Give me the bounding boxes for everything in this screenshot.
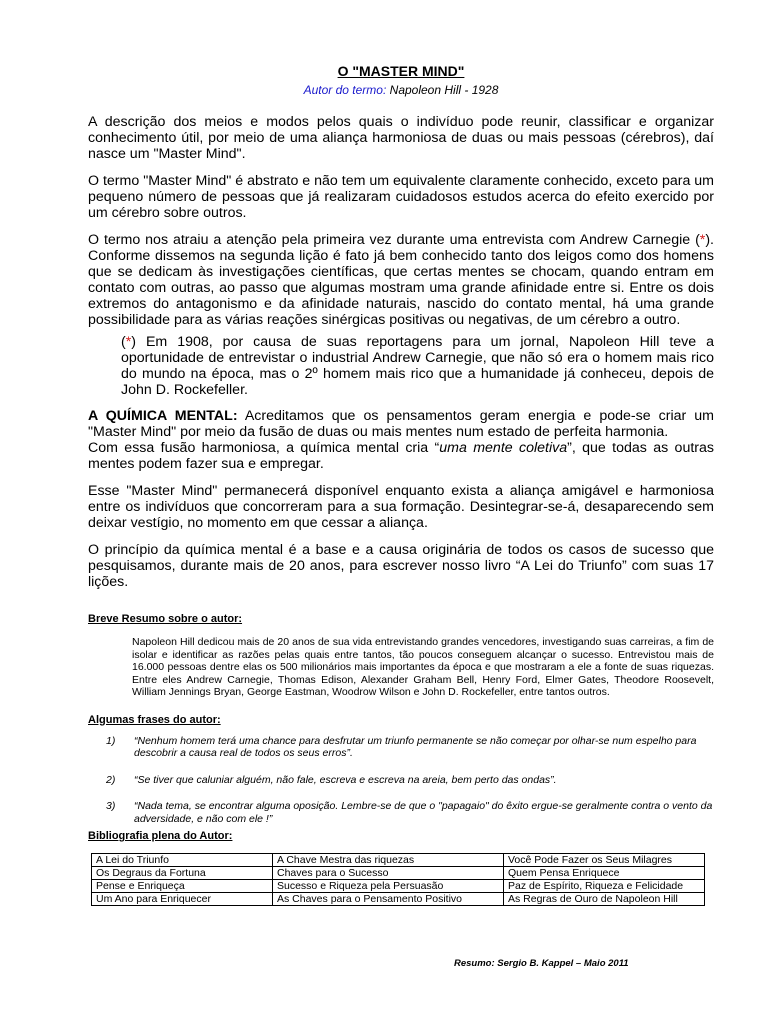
quimica-mental-paragraph (88, 408, 714, 440)
table-cell: As Chaves para o Pensamento Positivo (273, 893, 504, 906)
paragraph-5-italic: uma mente coletiva (439, 440, 568, 456)
document-title: O "MASTER MIND" (337, 63, 465, 79)
resumo-heading: Breve Resumo sobre o autor: (88, 613, 243, 625)
table-cell: Pense e Enriqueça (92, 880, 273, 893)
footnote-open-paren: ( (121, 334, 126, 350)
paragraph-2: O termo "Master Mind" é abstrato e não tem um equivalente claramente conhecido, exceto para um pequeno número de pessoas que já realizaram cuidadosos estudos acerca do efeito exercido por um cérebro sobre outros. (88, 173, 714, 221)
paragraph-7: O princípio da química mental é a base e a causa originária de todos os casos de sucesso que pesquisamos, durante mais de 20 anos, para escrever nosso livro “A Lei do Triunfo” com suas 17 lições. (88, 542, 714, 590)
table-cell: Paz de Espírito, Riqueza e Felicidade (504, 880, 705, 893)
table-row (92, 880, 705, 893)
quimica-mental-title: A QUÍMICA MENTAL: (88, 408, 238, 424)
quote-number: 2) (106, 773, 116, 786)
table-cell: Sucesso e Riqueza pela Persuasão (273, 880, 504, 893)
table-cell: A Lei do Triunfo (92, 854, 273, 867)
table-cell: Você Pode Fazer os Seus Milagres (504, 854, 705, 867)
quote-number: 1) (106, 734, 116, 747)
table-cell: As Regras de Ouro de Napoleon Hill (504, 893, 705, 906)
paragraph-3 (88, 232, 714, 328)
footnote (121, 334, 714, 398)
bibliography-table (91, 853, 705, 906)
quimica-mental-text: Acreditamos que os pensamentos geram energia e pode-se criar um "Master Mind" por meio da fusão de duas ou mais mentes num estado de perfeita harmonia. (88, 408, 714, 440)
quote-text: “Se tiver que caluniar alguém, não fale, escreva e escreva na areia, bem perto das ondas”. (134, 773, 557, 786)
quote-text: “Nada tema, se encontrar alguma oposição. Lembre-se de que o "papagaio" do êxito ergue-se geralmente contra o vento da adversidade, e não com ele !” (134, 800, 713, 825)
resumo-text: Napoleon Hill dedicou mais de 20 anos de sua vida entrevistando grandes vencedores, investigando suas carreiras, a fim de isolar e identificar as razões pelas quais entre tantos, tão poucos conseguem alcançar o sucesso. Entrevistou mais de 16.000 pessoas dentre elas os 500 milionários mais importantes da época e que mostraram a ele a fonte de suas riquezas. Entre eles Andrew Carnegie, Thomas Edison, Alexander Graham Bell, Henry Ford, Elmer Gates, Theodore Roosevelt, William Jennings Bryan, George Eastman, Woodrow Wilson e John D. Rockefeller, entre tantos outros. (132, 636, 714, 698)
frases-heading: Algumas frases do autor: (88, 713, 221, 726)
quote-item (88, 774, 714, 787)
paragraph-6: Esse "Master Mind" permanecerá disponível enquanto exista a aliança amigável e harmoniosa entre os indivíduos que concorreram para a sua formação. Desintegrar-se-á, desaparecendo sem deixar vestígio, no momento em que cessar a aliança. (88, 483, 714, 531)
paragraph-5 (88, 440, 714, 472)
quote-item (88, 800, 714, 825)
table-cell: Um Ano para Enriquecer (92, 893, 273, 906)
paragraph-3-part-a: O termo nos atraiu a atenção pela primeira vez durante uma entrevista com Andrew Carnegie ( (88, 232, 700, 248)
quotes-list (88, 735, 714, 826)
table-row (92, 893, 705, 906)
paragraph-3-part-b: ). Conforme dissemos na segunda lição é fato já bem conhecido tanto dos leigos como dos homens que se dedicam às investigações científicas, que certas mentes se chocam, quando entram em contato com outras, ao passo que algumas mostram uma grande afinidade entre si. Entre os dois extremos do antagonismo e da afinidade naturais, nascido do contato mental, há uma grande possibilidade para as várias reações sinérgicas positivas ou negativas, de um cérebro a outro. (88, 232, 714, 328)
footnote-star: * (125, 334, 132, 350)
quote-number: 3) (106, 800, 116, 812)
document-subtitle (88, 82, 714, 98)
footnote-marker: * (699, 232, 706, 248)
table-row (92, 867, 705, 880)
paragraph-1: A descrição dos meios e modos pelos quais o indivíduo pode reunir, classificar e organizar conhecimento útil, por meio de uma aliança harmoniosa de duas ou mais pessoas (cérebros), daí nasce um "Master Mind". (88, 114, 714, 162)
bibliografia-heading: Bibliografia plena do Autor: (88, 830, 233, 842)
document-page (88, 62, 714, 906)
footer-credit: Resumo: Sergio B. Kappel – Maio 2011 (454, 958, 629, 969)
table-cell: Chaves para o Sucesso (273, 867, 504, 880)
table-cell: Os Degraus da Fortuna (92, 867, 273, 880)
footnote-text: ) Em 1908, por causa de suas reportagens para um jornal, Napoleon Hill teve a oportunidade de entrevistar o industrial Andrew Carnegie, que não só era o homem mais rico do mundo na época, mas o 2º homem mais rico que a humanidade já conheceu, depois de John D. Rockefeller. (121, 334, 714, 398)
paragraph-5-part-b: ”, que todas as outras mentes podem fazer sua e empregar. (88, 440, 714, 472)
paragraph-5-part-a: Com essa fusão harmoniosa, a química mental cria “ (88, 440, 440, 456)
author-name: Napoleon Hill - 1928 (389, 83, 499, 97)
table-cell: A Chave Mestra das riquezas (273, 854, 504, 867)
quote-text: “Nenhum homem terá uma chance para desfrutar um triunfo permanente se não começar por olhar-se num espelho para descobrir a causa real de todos os seus erros”. (134, 734, 697, 759)
quote-item (88, 735, 714, 760)
author-term-label: Autor do termo: (303, 83, 387, 97)
table-row (92, 854, 705, 867)
table-cell: Quem Pensa Enriquece (504, 867, 705, 880)
